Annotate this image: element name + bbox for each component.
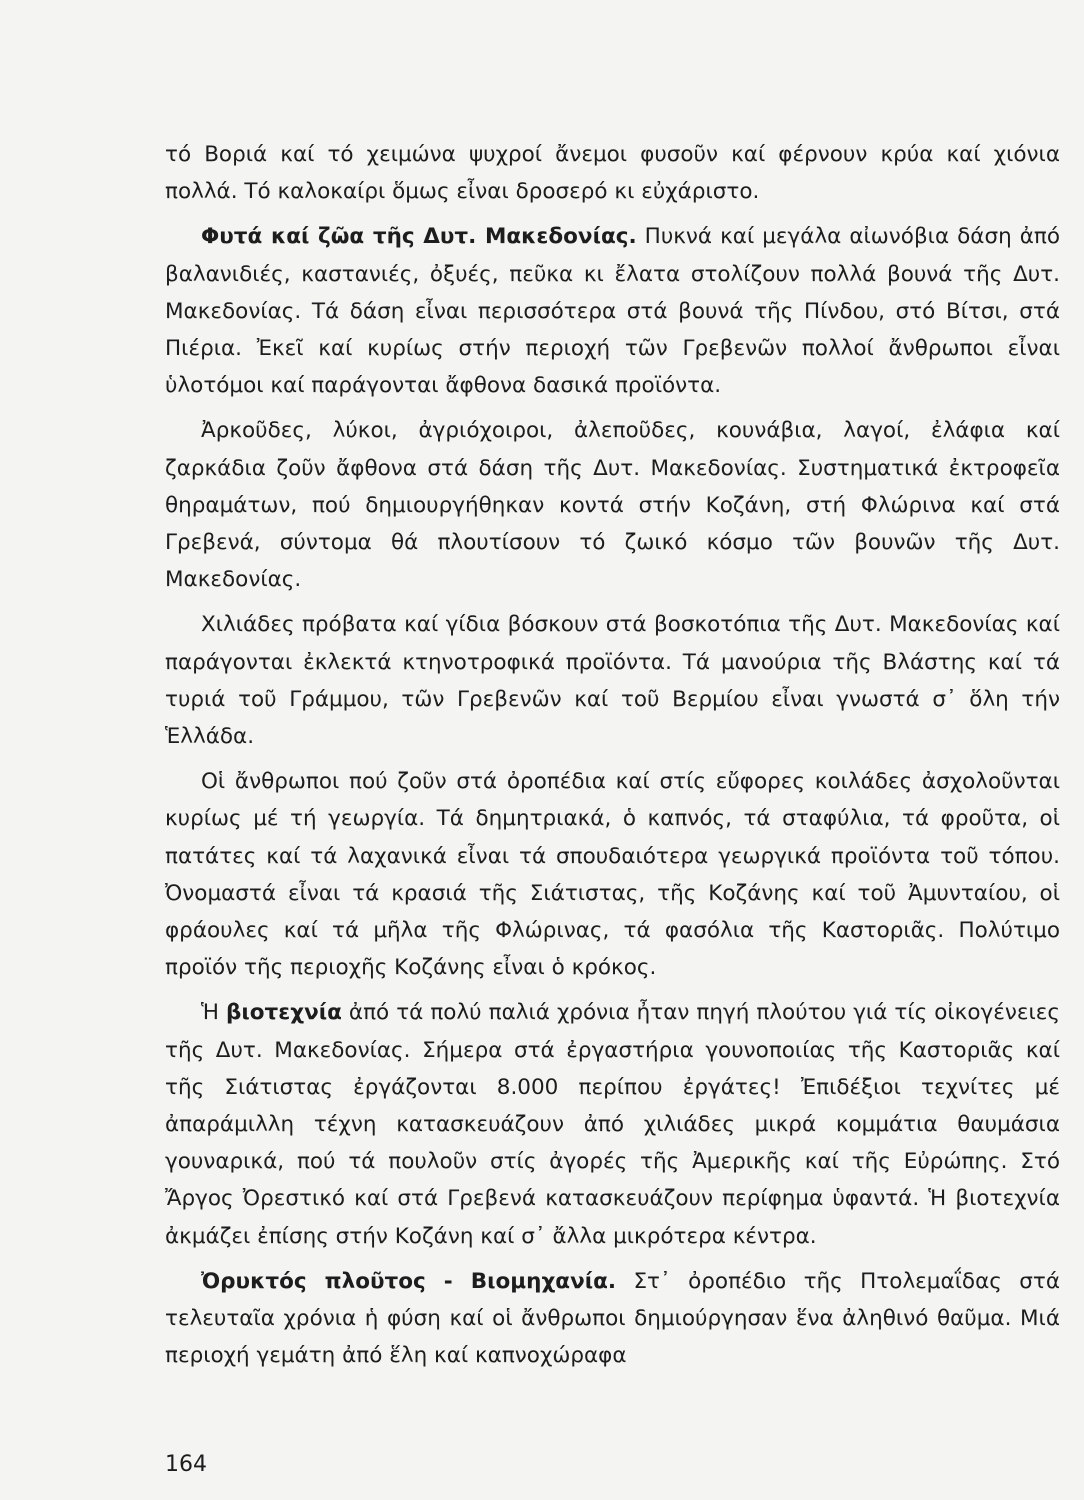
section-heading-flora-fauna: Φυτά καί ζῶα τῆς Δυτ. Μακεδονίας. [201,224,637,250]
paragraph-text: Οἱ ἄνθρωποι πού ζοῦν στά ὀροπέδια καί στίς εὔφορες κοιλάδες ἀσχολοῦνται κυρίως μέ τή γεωργία. Τά δημητριακά, ὁ καπνός, τά σταφύλια, τά φροῦτα, οἱ πατάτες καί τά λαχανικά εἶναι τά σπουδαιότερα γεωργικά προϊόντα τοῦ τόπου. Ὀνομαστά εἶναι τά κρασιά τῆς Σιάτιστας, τῆς Κοζάνης καί τοῦ Ἀμυνταίου, οἱ φράουλες καί τά μῆλα τῆς Φλώρινας, τά φασόλια τῆς Καστοριᾶς. Πολύτιμο προϊόν τῆς περιοχῆς Κοζάνης εἶναι ὁ κρόκος. [165,769,1060,981]
section-heading-minerals: Ὀρυκτός πλοῦτος - Βιομηχανία. [201,1268,617,1294]
paragraph-text: Στ᾽ ὀροπέδιο τῆς Πτολεμαΐδας στά τελευταῖα χρόνια ἡ φύση καί οἱ ἄνθρωποι δημιούργησαν ἕνα ἀληθινό θαῦμα. Μιά περιοχή γεμάτη ἀπό ἕλη καί καπνοχώραφα [165,1268,1060,1369]
paragraph-text: Ἀρκοῦδες, λύκοι, ἀγριόχοιροι, ἀλεποῦδες, κουνάβια, λαγοί, ἐλάφια καί ζαρκάδια ζοῦν ἄφθονα στά δάση τῆς Δυτ. Μακεδονίας. Συστηματικά ἐκτροφεῖα θηραμάτων, πού δημιουργήθηκαν κοντά στήν Κοζάνη, στή Φλώρινα καί στά Γρεβενά, σύντομα θά πλουτίσουν τό ζωικό κόσμο τῶν βουνῶν τῆς Δυτ. Μακεδονίας. [165,418,1060,593]
section-heading-crafts: βιοτεχνία [226,1000,342,1026]
paragraph-crafts [165,994,1060,1254]
paragraph-text: Πυκνά καί μεγάλα αἰωνόβια δάση ἀπό βαλανιδιές, καστανιές, ὀξυές, πεῦκα κι ἔλατα στολίζουν πολλά βουνά τῆς Δυτ. Μακεδονίας. Τά δάση εἶναι περισσότερα στά βουνά τῆς Πίνδου, στό Βίτσι, στά Πιέρια. Ἐκεῖ καί κυρίως στήν περιοχή τῶν Γρεβενῶν πολλοί ἄνθρωποι εἶναι ὑλοτόμοι καί παράγονται ἄφθονα δασικά προϊόντα. [165,224,1060,399]
body-text [165,136,1060,1383]
paragraph-text: τό Βοριά καί τό χειμώνα ψυχροί ἄνεμοι φυσοῦν καί φέρνουν κρύα καί χιόνια πολλά. Τό καλοκαίρι ὅμως εἶναι δροσερό κι εὐχάριστο. [165,142,1060,205]
paragraph-text: ἀπό τά πολύ παλιά χρόνια ἦταν πηγή πλούτου γιά τίς οἰκογένειες τῆς Δυτ. Μακεδονίας. Σήμερα στά ἐργαστήρια γουνοποιίας τῆς Καστοριᾶς καί τῆς Σιάτιστας ἐργάζονται 8.000 περίπου ἐργάτες! Ἐπιδέξιοι τεχνίτες μέ ἀπαράμιλλη τέχνη κατασκευάζουν ἀπό χιλιάδες μικρά κομμάτια θαυμάσια γουναρικά, πού τά πουλοῦν στίς ἀγορές τῆς Ἀμερικῆς καί τῆς Εὐρώπης. Στό Ἄργος Ὀρεστικό καί στά Γρεβενά κατασκευάζουν περίφημα ὑφαντά. Ἡ βιοτεχνία ἀκμάζει ἐπίσης στήν Κοζάνη καί σ᾽ ἄλλα μικρότερα κέντρα. [165,1000,1061,1249]
paragraph-livestock [165,606,1060,755]
paragraph-agriculture [165,763,1060,986]
paragraph-flora-fauna [165,218,1060,404]
page-number: 164 [165,1452,207,1477]
paragraph-text: Χιλιάδες πρόβατα καί γίδια βόσκουν στά βοσκοτόπια τῆς Δυτ. Μακεδονίας καί παράγονται ἐκλεκτά κτηνοτροφικά προϊόντα. Τά μανούρια τῆς Βλάστης καί τά τυριά τοῦ Γράμμου, τῶν Γρεβενῶν καί τοῦ Βερμίου εἶναι γνωστά σ᾽ ὅλη τήν Ἑλλάδα. [165,612,1060,750]
paragraph-animals [165,412,1060,598]
paragraph-minerals-industry [165,1263,1060,1375]
paragraph-text-prefix: Ἡ [201,1000,226,1026]
paragraph-intro [165,136,1060,210]
